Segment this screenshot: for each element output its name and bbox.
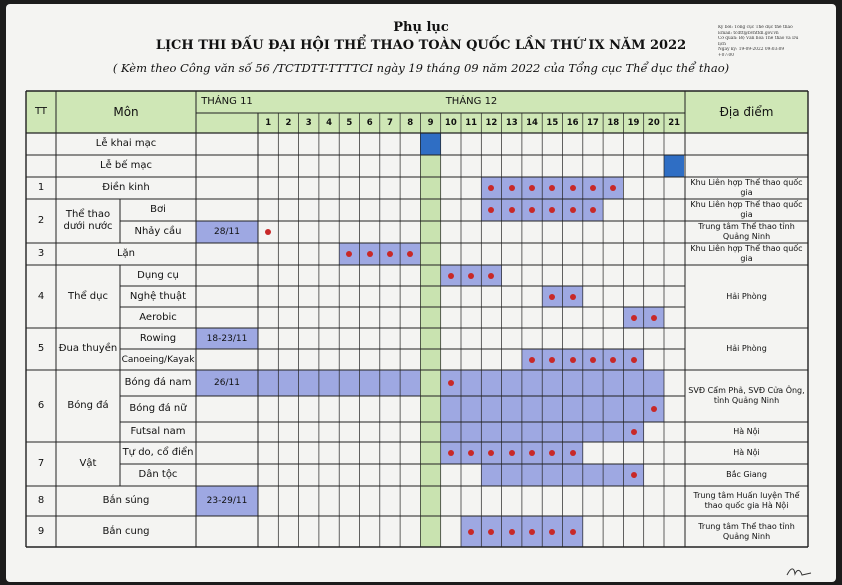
november-dates: 28/11 — [214, 227, 240, 237]
day-header-13: 13 — [505, 118, 518, 128]
day-header-8: 8 — [407, 118, 414, 128]
day-header-2: 2 — [285, 118, 292, 128]
document-title: LỊCH THI ĐẤU ĐẠI HỘI THỂ THAO TOÀN QUỐC LẦN THỨ IX NĂM 2022 — [155, 38, 687, 53]
venue: Hải Phòng — [726, 291, 767, 301]
event-name: Futsal nam — [130, 426, 186, 437]
venue: Trung tâm Thể thao tỉnh Quảng Ninh — [698, 521, 795, 541]
day-header-16: 16 — [566, 118, 579, 128]
november-dates: 23-29/11 — [206, 496, 248, 506]
stamp-line: Ngày ký: 19-09-2022 09:03:09 — [718, 47, 785, 52]
header-mon: Môn — [113, 105, 139, 119]
venue: Khu Liên hợp Thể thao quốc gia — [690, 178, 803, 197]
appendix-label: Phụ lục — [393, 20, 449, 35]
stamp-line: +07:00 — [718, 52, 734, 58]
venue: Khu Liên hợp Thể thao quốc gia — [690, 200, 803, 219]
venue: Trung tâm Thể thao tỉnh Quảng Ninh — [698, 222, 795, 241]
row-number: 5 — [37, 343, 45, 354]
event-name: Nhảy cầu — [134, 226, 182, 237]
event-name: Tự do, cổ điển — [122, 447, 194, 458]
day-header-10: 10 — [444, 118, 457, 128]
day-header-11: 11 — [465, 118, 478, 128]
november-dates: 18-23/11 — [206, 333, 248, 344]
event-name: Dân tộc — [138, 469, 178, 480]
venue: Bắc Giang — [726, 470, 767, 479]
day-header-20: 20 — [647, 118, 660, 128]
sport-group-label: Đua thuyền — [58, 343, 118, 354]
signature-scribble — [785, 565, 815, 579]
sport-group-label: Bóng đá — [67, 400, 109, 411]
event-name: Bóng đá nữ — [129, 403, 187, 414]
venue: SVĐ Cẩm Phả, SVĐ Cửa Ông, tỉnh Quảng Ninh — [688, 386, 805, 405]
event-name: Rowing — [139, 332, 177, 344]
day-header-17: 17 — [587, 118, 599, 128]
day-header-18: 18 — [607, 118, 620, 128]
stamp-line: lịch — [718, 41, 726, 47]
day-header-3: 3 — [305, 118, 312, 128]
day-header-4: 4 — [326, 118, 332, 128]
event-name: Aerobic — [139, 311, 177, 323]
day-header-15: 15 — [546, 118, 559, 128]
sport-group-label: Thể dục — [68, 290, 108, 302]
stamp-line: Cơ quan: Bộ Văn hóa Thể thao và Du — [718, 36, 799, 41]
header-month-11: THÁNG 11 — [201, 96, 253, 107]
event-name: Bơi — [150, 204, 166, 215]
event-name: Bắn cung — [102, 525, 150, 537]
day-header-1: 1 — [265, 118, 272, 128]
row-number: 7 — [37, 458, 45, 469]
row-number: 6 — [37, 400, 45, 411]
sport-group-label: Thể thao dưới nước — [63, 209, 113, 232]
event-name: Lễ khai mạc — [95, 138, 157, 149]
row-number: 1 — [37, 182, 45, 193]
stamp-line: Email: tcdtt@bvhttdl.gov.vn — [718, 30, 779, 36]
november-dates: 26/11 — [214, 378, 240, 388]
row-number: 9 — [37, 525, 45, 537]
stamp-line: Ký bởi: Tổng cục Thể dục thể thao — [718, 25, 793, 30]
event-name: Dụng cụ — [137, 269, 179, 281]
header-venue: Địa điểm — [719, 105, 774, 119]
venue: Hà Nội — [733, 427, 760, 436]
venue: Khu Liên hợp Thể thao quốc gia — [690, 244, 803, 263]
day-header-19: 19 — [627, 118, 640, 128]
row-number: 3 — [37, 248, 45, 259]
venue: Hải Phòng — [726, 344, 767, 353]
day-header-14: 14 — [526, 118, 538, 128]
day-header-12: 12 — [485, 118, 498, 128]
venue: Trung tâm Huấn luyện Thể thao quốc gia Hà Nội — [693, 491, 800, 510]
day-header-21: 21 — [668, 118, 681, 128]
row-number: 2 — [37, 215, 45, 226]
header-month-12: THÁNG 12 — [445, 96, 498, 107]
day-header-7: 7 — [386, 118, 393, 128]
row-number: 4 — [37, 290, 45, 302]
event-name: Bắn súng — [102, 495, 150, 506]
event-name: Canoeing/Kayak — [121, 354, 195, 365]
event-name: Lễ bế mạc — [100, 160, 152, 171]
day-header-9: 9 — [427, 118, 434, 128]
header-tt: TT — [34, 106, 48, 117]
day-header-5: 5 — [346, 118, 353, 128]
document-subtitle: ( Kèm theo Công văn số 56 /TCTDTT-TTTTCI ngày 19 tháng 09 năm 2022 của Tổng cục Thể dục thể thao) — [112, 61, 730, 75]
row-number: 8 — [37, 495, 45, 506]
venue: Hà Nội — [733, 448, 760, 457]
event-name: Điền kinh — [102, 182, 150, 193]
event-name: Nghệ thuật — [129, 290, 187, 302]
sport-group-label: Vật — [79, 458, 97, 469]
event-name: Lặn — [116, 248, 136, 259]
day-header-6: 6 — [366, 118, 373, 128]
event-name: Bóng đá nam — [124, 377, 192, 388]
